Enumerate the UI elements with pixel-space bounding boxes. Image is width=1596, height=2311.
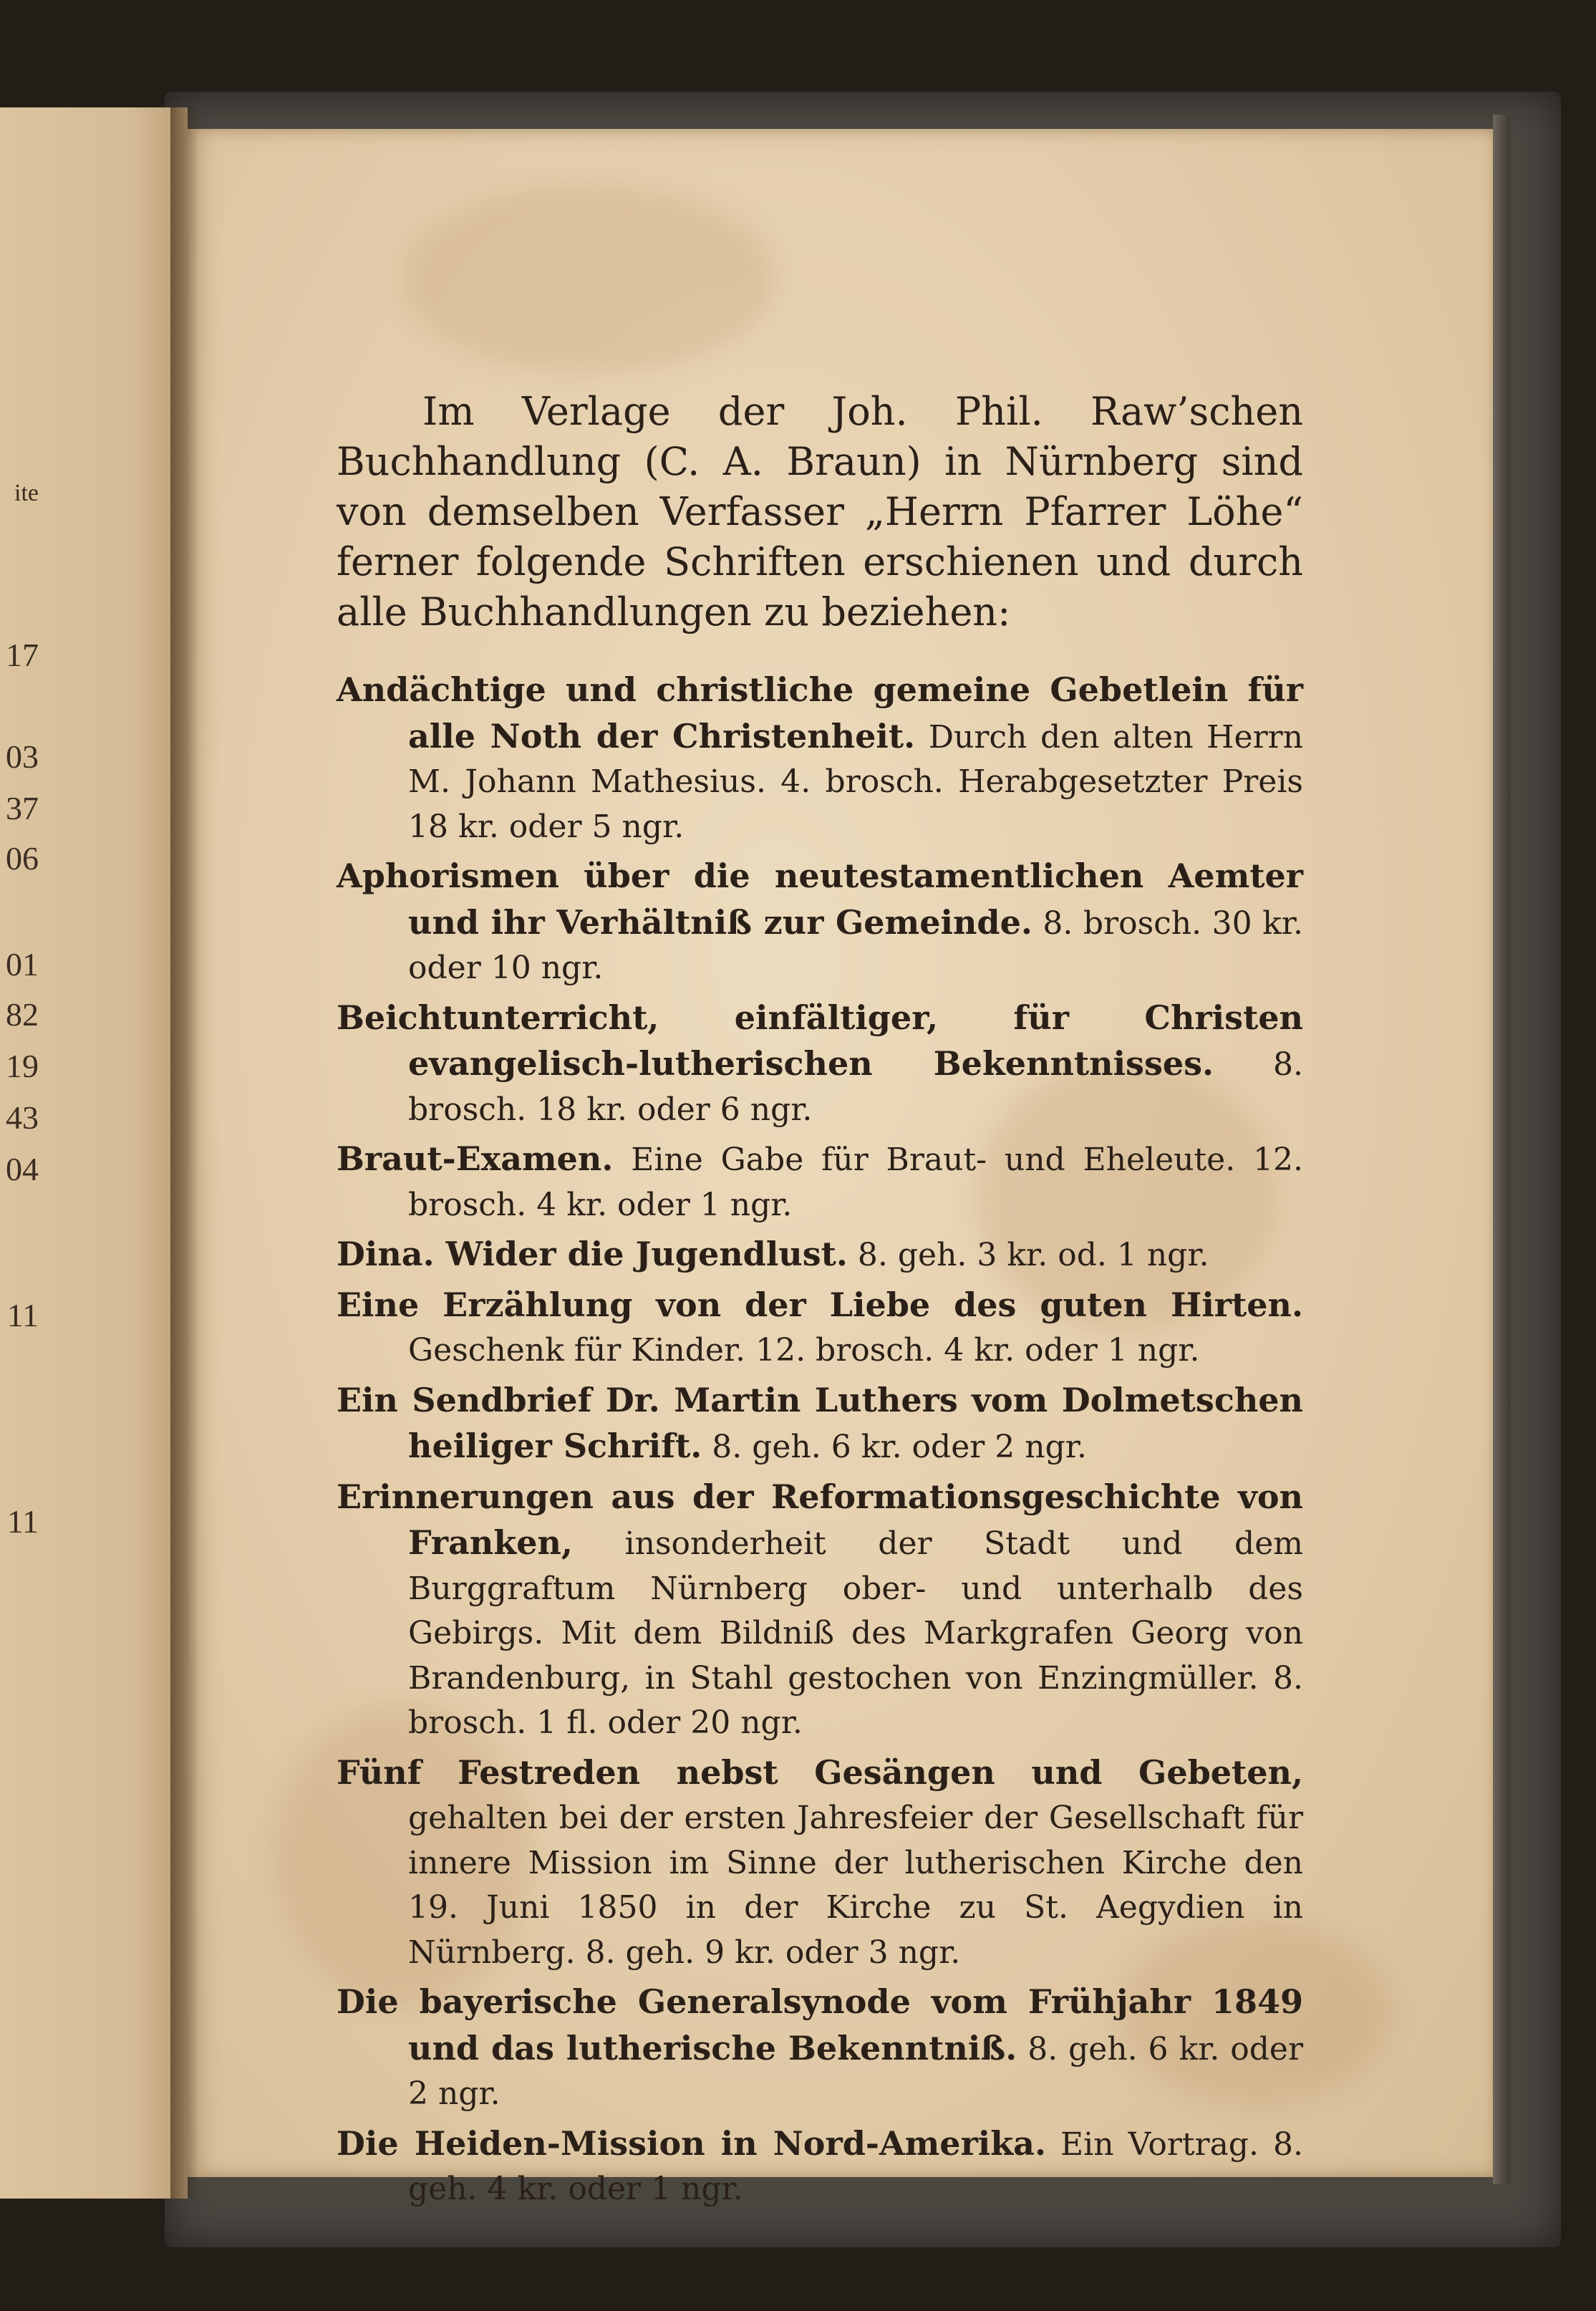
entry-title: Dina. Wider die Jugendlust. (337, 1235, 848, 1273)
left-page-number: 04 (6, 1151, 39, 1187)
page-edge (1493, 115, 1510, 2184)
publication-entry (337, 1979, 1303, 2117)
entry-details: 8. geh. 6 kr. oder 2 ngr. (408, 2030, 1303, 2112)
entry-details: Ein Vortrag. 8. geh. 4 kr. oder 1 ngr. (408, 2126, 1303, 2207)
entry-details: Durch den alten Herrn M. Johann Mathesius. 4. brosch. Herabgesetzter Preis 18 kr. oder 5 ngr. (408, 718, 1303, 845)
entry-details: 8. geh. 6 kr. oder 2 ngr. (712, 1429, 1087, 1465)
left-page-number: 01 (6, 946, 39, 983)
entry-details: insonderheit der Stadt und dem Burggraftum Nürnberg ober- und unterhalb des Gebirgs. Mit dem Bildniß des Markgrafen Georg von Brandenburg, in Stahl gestochen von Enzingmüller. 8. brosch. 1 fl. oder 20 ngr. (408, 1525, 1303, 1741)
left-page-fragment (0, 107, 188, 2199)
publication-entry (337, 667, 1303, 849)
publication-entry (337, 995, 1303, 1133)
left-page-number: 82 (6, 996, 39, 1033)
left-page-number: 43 (6, 1099, 39, 1136)
entry-title: Andächtige und christliche gemeine Gebetlein für alle Noth der Christenheit. (337, 670, 1303, 756)
publication-entry (337, 1137, 1303, 1227)
entry-title: Erinnerungen aus der Reformationsgeschichte von Franken, (337, 1477, 1303, 1562)
entry-title: Beichtunterricht, einfältiger, für Christen evangelisch-lutherischen Bekenntnisses. (337, 998, 1303, 1083)
left-page-number: 17 (6, 637, 39, 673)
left-page-number: 11 (6, 1297, 39, 1333)
entry-title: Eine Erzählung von der Liebe des guten Hirten. (337, 1285, 1303, 1324)
publication-entry (337, 1232, 1303, 1278)
left-page-number: 37 (6, 790, 39, 826)
publication-entry (337, 1475, 1303, 1746)
entry-details: Eine Gabe für Braut- und Eheleute. 12. brosch. 4 kr. oder 1 ngr. (408, 1142, 1303, 1223)
left-page-number: 19 (6, 1048, 39, 1084)
entry-title: Fünf Festreden nebst Gesängen und Gebeten, (337, 1752, 1303, 1792)
entry-details: gehalten bei der ersten Jahresfeier der Gesellschaft für innere Mission im Sinne der lutherischen Kirche den 19. Juni 1850 in der Kirche zu St. Aegydien in Nürnberg. 8. geh. 9 kr. oder 3 ngr. (408, 1800, 1303, 1971)
book-gutter (170, 107, 199, 2199)
entry-title: Braut-Examen. (337, 1139, 614, 1178)
entry-title: Ein Sendbrief Dr. Martin Luthers vom Dolmetschen heiliger Schrift. (337, 1380, 1303, 1465)
publication-entry (337, 2121, 1303, 2212)
left-page-number: 11 (6, 1503, 39, 1540)
entry-title: Aphorismen über die neutestamentlichen Aemter und ihr Verhältniß zur Gemeinde. (337, 857, 1303, 942)
left-page-number: 06 (6, 840, 39, 877)
intro-paragraph: Im Verlage der Joh. Phil. Raw’schen Buchhandlung (C. A. Braun) in Nürnberg sind von demselben Verfasser „Herrn Pfarrer Löhe“ ferner folgende Schriften erschienen und durch alle Buchhandlungen zu beziehen: (337, 389, 1303, 635)
entry-details: Geschenk für Kinder. 12. brosch. 4 kr. oder 1 ngr. (408, 1332, 1200, 1369)
entry-details: 8. brosch. 30 kr. oder 10 ngr. (408, 904, 1303, 986)
publication-entry (337, 854, 1303, 991)
publication-entry (337, 1750, 1303, 1976)
entry-details: 8. geh. 3 kr. od. 1 ngr. (857, 1237, 1209, 1273)
entry-title: Die bayerische Generalsynode vom Frühjahr 1849 und das lutherische Bekenntniß. (337, 1982, 1303, 2068)
left-page-header-fragment: ite (14, 480, 39, 506)
entry-title: Die Heiden-Mission in Nord-Amerika. (337, 2123, 1046, 2163)
publication-entry (337, 1283, 1303, 1374)
paper-stain (402, 186, 775, 372)
page-text (337, 387, 1303, 2216)
publication-entry (337, 1378, 1303, 1470)
left-page-number: 03 (6, 738, 39, 775)
entry-details: 8. brosch. 18 kr. oder 6 ngr. (408, 1046, 1303, 1128)
